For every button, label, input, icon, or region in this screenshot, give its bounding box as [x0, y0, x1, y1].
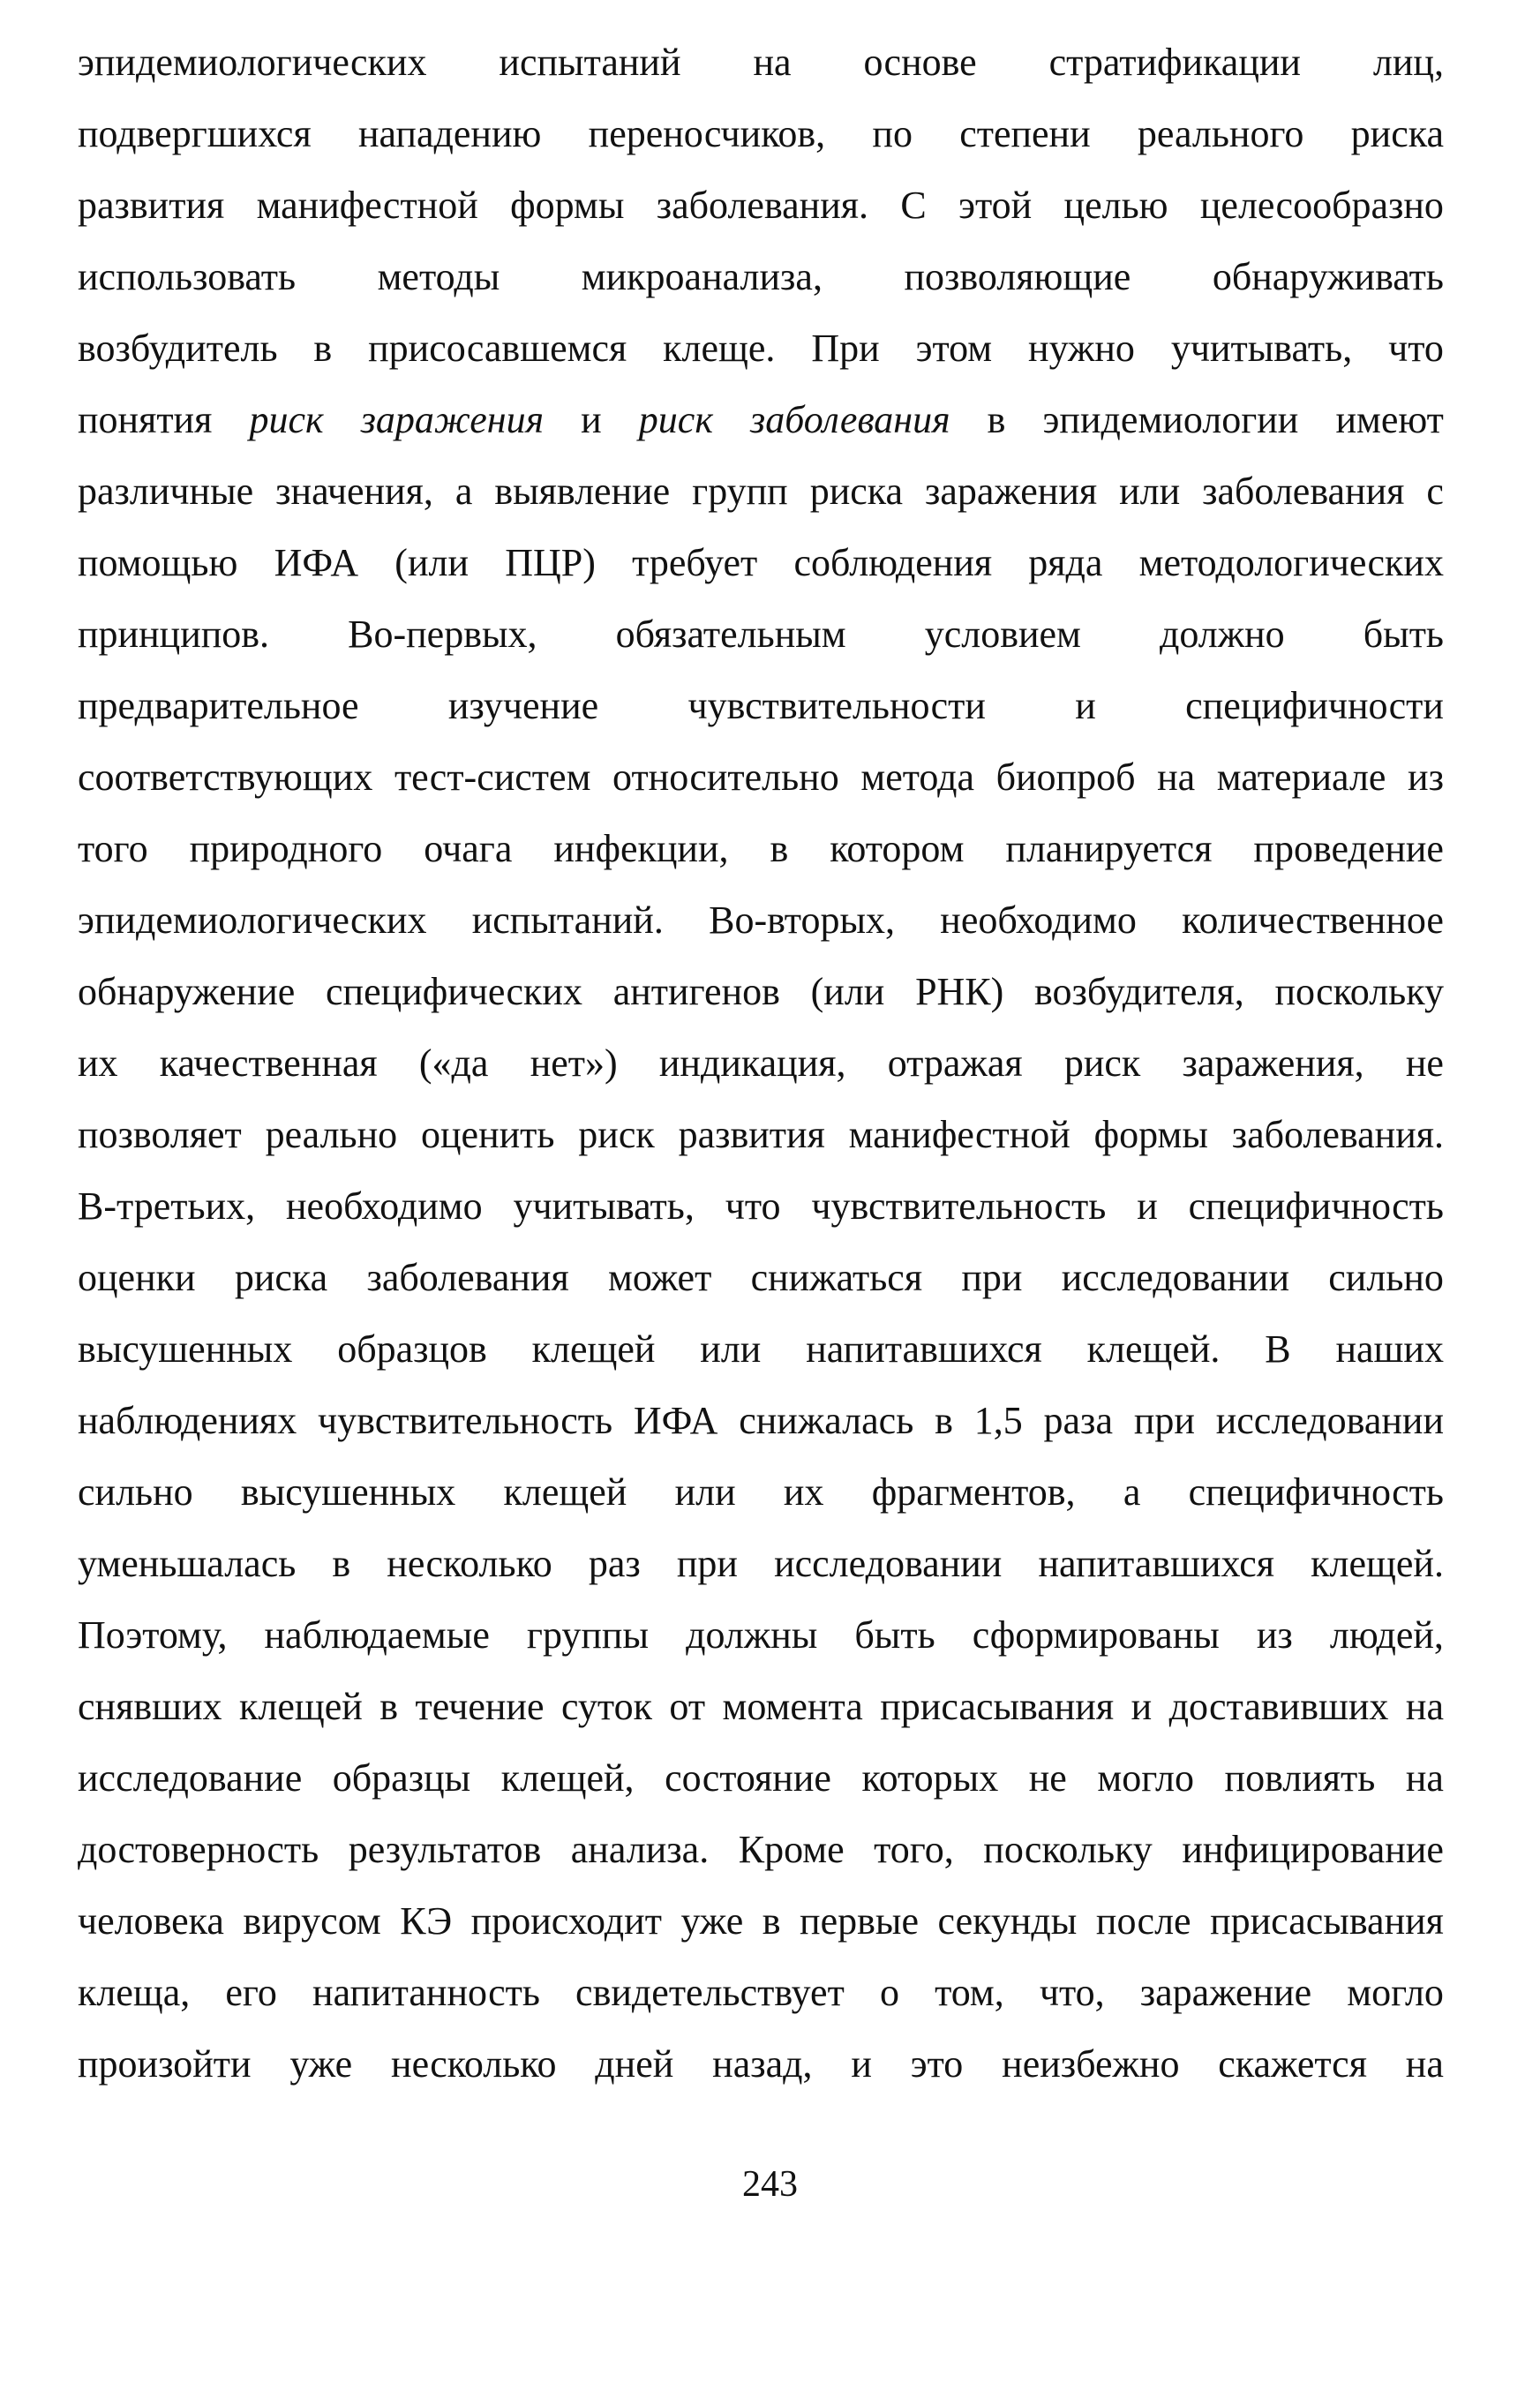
- word: дней: [595, 2042, 674, 2086]
- word: присосавшемся: [368, 327, 627, 370]
- word: на: [1405, 1685, 1444, 1728]
- word: и: [581, 398, 602, 441]
- word: относительно: [612, 755, 839, 799]
- word: в: [332, 1542, 351, 1585]
- word: изучение: [447, 684, 599, 727]
- word: риск: [638, 398, 713, 441]
- word: обнаружение: [78, 970, 296, 1013]
- word: испытаний: [499, 41, 681, 84]
- word: наших: [1335, 1327, 1444, 1371]
- word: риск: [249, 398, 324, 441]
- word: ИФА: [633, 1399, 718, 1442]
- word: метода: [860, 755, 975, 799]
- text-line: [78, 98, 1444, 169]
- word: учитывать,: [513, 1184, 695, 1228]
- word: их: [783, 1470, 824, 1514]
- word: того,: [874, 1828, 954, 1871]
- word: обязательным: [615, 613, 846, 656]
- word: обнаруживать: [1212, 255, 1444, 298]
- word: степени: [959, 112, 1091, 155]
- word: помощью: [78, 541, 238, 584]
- word: требует: [632, 541, 758, 584]
- word: на: [1405, 2042, 1444, 2086]
- word: заболевания: [750, 398, 950, 441]
- word: и: [1131, 1685, 1153, 1728]
- word: не: [1405, 1041, 1444, 1085]
- word: снявших: [78, 1685, 222, 1728]
- text-line: [78, 1742, 1444, 1814]
- word: о: [879, 1971, 899, 2014]
- word: исследовании: [1215, 1399, 1444, 1442]
- text-line: [78, 1671, 1444, 1742]
- word: целью: [1063, 184, 1168, 227]
- word: в: [935, 1399, 953, 1442]
- word: из: [1256, 1613, 1293, 1657]
- word: заражение: [1139, 1971, 1312, 2014]
- word: уже: [680, 1899, 744, 1943]
- word: и: [1075, 684, 1096, 727]
- word: материале: [1216, 755, 1386, 799]
- word: в: [770, 827, 789, 870]
- word: манифестной: [256, 184, 478, 227]
- word: ИФА: [274, 541, 359, 584]
- word: нужно: [1028, 327, 1135, 370]
- word: проведение: [1253, 827, 1444, 870]
- word: ПЦР): [505, 541, 596, 584]
- word: подвергшихся: [78, 112, 312, 155]
- word: переносчиков,: [588, 112, 826, 155]
- word: специфичность: [1188, 1470, 1444, 1514]
- word: или: [674, 1470, 736, 1514]
- word: клещей: [503, 1470, 627, 1514]
- word: которых: [861, 1756, 999, 1800]
- word: могло: [1097, 1756, 1194, 1800]
- word: после: [1095, 1899, 1191, 1943]
- word: исследовании: [1061, 1256, 1289, 1299]
- word: этой: [958, 184, 1033, 227]
- word: раз: [588, 1542, 641, 1585]
- word: вирусом: [243, 1899, 381, 1943]
- word: нападению: [357, 112, 542, 155]
- text-line: [78, 26, 1444, 98]
- word: сильно: [78, 1470, 193, 1514]
- word: в: [987, 398, 1006, 441]
- word: учитывать,: [1170, 327, 1353, 370]
- text-line: [78, 1599, 1444, 1671]
- word: чувствительности: [687, 684, 986, 727]
- word: достоверность: [78, 1828, 319, 1871]
- body-text: [78, 26, 1444, 2100]
- word: принципов.: [78, 613, 270, 656]
- word: РНК): [915, 970, 1004, 1013]
- word: клещей.: [1311, 1542, 1444, 1585]
- word: или: [1119, 470, 1181, 513]
- text-line: [78, 884, 1444, 956]
- word: риска: [1350, 112, 1444, 155]
- word: С: [900, 184, 927, 227]
- word: развития: [678, 1113, 825, 1156]
- word: клеща,: [78, 1971, 191, 2014]
- page-number: 243: [742, 2164, 798, 2205]
- word: (или: [394, 541, 469, 584]
- text-line: [78, 1885, 1444, 1957]
- word: от: [669, 1685, 706, 1728]
- word: а: [1123, 1470, 1141, 1514]
- word: образцы: [332, 1756, 471, 1800]
- word: специфичность: [1188, 1184, 1444, 1228]
- word: клещей.: [1086, 1327, 1221, 1371]
- word: микроанализа,: [581, 255, 823, 298]
- word: возбудителя,: [1034, 970, 1244, 1013]
- word: результатов: [348, 1828, 542, 1871]
- word: заражения: [925, 470, 1098, 513]
- word: фрагментов,: [871, 1470, 1076, 1514]
- text-line: [78, 1814, 1444, 1885]
- word: позволяет: [78, 1113, 242, 1156]
- word: В-третьих,: [78, 1184, 256, 1228]
- word: эпидемиологических: [78, 41, 427, 84]
- word: на: [1157, 755, 1196, 799]
- word: при: [1133, 1399, 1195, 1442]
- word: (или: [810, 970, 885, 1013]
- text-line: [78, 455, 1444, 527]
- text-line: [78, 384, 1444, 455]
- text-line: [78, 1242, 1444, 1313]
- word: риск: [1063, 1041, 1141, 1085]
- word: на: [753, 41, 792, 84]
- word: и: [851, 2042, 872, 2086]
- word: соблюдения: [793, 541, 993, 584]
- word: а: [454, 470, 473, 513]
- word: напитавшихся: [1038, 1542, 1275, 1585]
- text-line: [78, 1957, 1444, 2028]
- text-line: [78, 1099, 1444, 1170]
- word: реально: [265, 1113, 398, 1156]
- word: риска: [809, 470, 904, 513]
- word: образцов: [337, 1327, 487, 1371]
- word: клещей: [239, 1685, 363, 1728]
- word: в: [379, 1685, 399, 1728]
- text-line: [78, 956, 1444, 1027]
- word: различные: [78, 470, 254, 513]
- word: оценки: [78, 1256, 196, 1299]
- word: этом: [915, 327, 993, 370]
- word: необходимо: [940, 898, 1137, 942]
- word: чувствительность: [811, 1184, 1107, 1228]
- word: сформированы: [972, 1613, 1220, 1657]
- word: заражения,: [1182, 1041, 1364, 1085]
- text-line: [78, 1027, 1444, 1099]
- word: происходит: [470, 1899, 662, 1943]
- word: соответствующих: [78, 755, 373, 799]
- word: снижаться: [750, 1256, 923, 1299]
- word: стратификации: [1048, 41, 1301, 84]
- word: клеще.: [663, 327, 776, 370]
- word: риска: [234, 1256, 328, 1299]
- word: в: [313, 327, 333, 370]
- word: их: [78, 1041, 118, 1085]
- word: могло: [1347, 1971, 1444, 2014]
- word: лиц,: [1372, 41, 1444, 84]
- word: природного: [189, 827, 383, 870]
- word: («да: [418, 1041, 489, 1085]
- word: риск: [578, 1113, 655, 1156]
- word: том,: [935, 1971, 1004, 2014]
- word: условием: [924, 613, 1081, 656]
- word: уменьшалась: [78, 1542, 297, 1585]
- word: методологических: [1138, 541, 1444, 584]
- word: тест-систем: [394, 755, 591, 799]
- word: инфицирование: [1182, 1828, 1444, 1871]
- text-line: [78, 741, 1444, 813]
- text-line: [78, 241, 1444, 312]
- word: использовать: [78, 255, 297, 298]
- word: людей,: [1329, 1613, 1444, 1657]
- word: состояние: [665, 1756, 831, 1800]
- word: необходимо: [286, 1184, 483, 1228]
- word: индикация,: [658, 1041, 846, 1085]
- word: при: [676, 1542, 738, 1585]
- word: по: [872, 112, 913, 155]
- text-line: [78, 2028, 1444, 2100]
- word: реального: [1137, 112, 1304, 155]
- word: планируется: [1005, 827, 1213, 870]
- word: свидетельствует: [575, 1971, 845, 2014]
- word: 1,5: [973, 1399, 1023, 1442]
- word: присасывания: [1210, 1899, 1444, 1943]
- word: снижалась: [739, 1399, 914, 1442]
- word: антигенов: [612, 970, 780, 1013]
- word: заболевания: [1202, 470, 1405, 513]
- text-line: [78, 1385, 1444, 1456]
- word: быть: [1363, 613, 1444, 656]
- text-line: [78, 670, 1444, 741]
- word: оценить: [421, 1113, 555, 1156]
- word: нет»): [530, 1041, 618, 1085]
- word: высушенных: [240, 1470, 456, 1514]
- word: заболевания: [366, 1256, 569, 1299]
- word: возбудитель: [78, 327, 278, 370]
- word: с: [1426, 470, 1444, 513]
- word: высушенных: [78, 1327, 293, 1371]
- word: специфических: [326, 970, 582, 1013]
- word: должны: [686, 1613, 818, 1657]
- word: испытаний.: [471, 898, 664, 942]
- text-line: [78, 527, 1444, 598]
- text-line: [78, 813, 1444, 884]
- word: Поэтому,: [78, 1613, 228, 1657]
- word: количественное: [1182, 898, 1444, 942]
- word: или: [700, 1327, 762, 1371]
- word: заболевания.: [656, 184, 868, 227]
- word: на: [1405, 1756, 1444, 1800]
- word: формы: [1093, 1113, 1208, 1156]
- word: скажется: [1218, 2042, 1367, 2086]
- word: инфекции,: [553, 827, 729, 870]
- word: очага: [424, 827, 513, 870]
- word: значения,: [275, 470, 433, 513]
- word: доставивших: [1168, 1685, 1389, 1728]
- word: его: [225, 1971, 277, 2014]
- word: неизбежно: [1002, 2042, 1180, 2086]
- text-line: [78, 169, 1444, 241]
- word: момента: [722, 1685, 863, 1728]
- word: секунды: [937, 1899, 1078, 1943]
- word: Во-первых,: [348, 613, 537, 656]
- word: должно: [1159, 613, 1285, 656]
- word: поскольку: [1274, 970, 1444, 1013]
- word: суток: [560, 1685, 652, 1728]
- text-line: [78, 312, 1444, 384]
- word: клещей: [531, 1327, 656, 1371]
- word: уже: [289, 2042, 353, 2086]
- word: человека: [78, 1899, 224, 1943]
- word: формы: [510, 184, 625, 227]
- word: заболевания.: [1231, 1113, 1444, 1156]
- text-line: [78, 598, 1444, 670]
- word: присасывания: [880, 1685, 1115, 1728]
- word: первые: [800, 1899, 919, 1943]
- word: того: [78, 827, 148, 870]
- word: предварительное: [78, 684, 359, 727]
- word: назад,: [712, 2042, 813, 2086]
- word: напитанность: [312, 1971, 540, 2014]
- word: целесообразно: [1199, 184, 1444, 227]
- word: течение: [415, 1685, 545, 1728]
- word: из: [1408, 755, 1444, 799]
- word: исследовании: [774, 1542, 1003, 1585]
- word: анализа.: [570, 1828, 710, 1871]
- word: группы: [526, 1613, 650, 1657]
- word: В: [1265, 1327, 1291, 1371]
- word: групп: [692, 470, 788, 513]
- word: Кроме: [738, 1828, 845, 1871]
- word: раза: [1043, 1399, 1113, 1442]
- word: сильно: [1328, 1256, 1444, 1299]
- word: при: [961, 1256, 1023, 1299]
- word: выявление: [494, 470, 671, 513]
- word: КЭ: [400, 1899, 453, 1943]
- word: специфичности: [1185, 684, 1444, 727]
- word: поскольку: [983, 1828, 1153, 1871]
- word: При: [811, 327, 880, 370]
- word: развития: [78, 184, 225, 227]
- word: может: [607, 1256, 712, 1299]
- word: быть: [854, 1613, 935, 1657]
- word: имеют: [1335, 398, 1444, 441]
- word: котором: [830, 827, 965, 870]
- word: что: [725, 1184, 781, 1228]
- word: и: [1137, 1184, 1158, 1228]
- text-line: [78, 1170, 1444, 1242]
- word: что: [1388, 327, 1444, 370]
- word: основе: [863, 41, 977, 84]
- text-line: [78, 1313, 1444, 1385]
- word: это: [910, 2042, 964, 2086]
- word: эпидемиологии: [1042, 398, 1299, 441]
- word: позволяющие: [904, 255, 1131, 298]
- word: несколько: [387, 1542, 552, 1585]
- word: чувствительность: [318, 1399, 613, 1442]
- word: произойти: [78, 2042, 252, 2086]
- word: отражая: [887, 1041, 1023, 1085]
- text-line: [78, 1528, 1444, 1599]
- word: что,: [1039, 1971, 1105, 2014]
- word: методы: [377, 255, 500, 298]
- word: манифестной: [848, 1113, 1070, 1156]
- word: эпидемиологических: [78, 898, 427, 942]
- word: биопроб: [995, 755, 1136, 799]
- text-line: [78, 1456, 1444, 1528]
- word: повлиять: [1224, 1756, 1376, 1800]
- word: наблюдаемые: [264, 1613, 490, 1657]
- word: исследование: [78, 1756, 303, 1800]
- word: клещей,: [500, 1756, 635, 1800]
- word: качественная: [159, 1041, 378, 1085]
- word: не: [1028, 1756, 1067, 1800]
- word: в: [762, 1899, 781, 1943]
- word: понятия: [78, 398, 213, 441]
- word: Во-вторых,: [709, 898, 896, 942]
- word: несколько: [391, 2042, 557, 2086]
- word: наблюдениях: [78, 1399, 297, 1442]
- word: заражения: [360, 398, 545, 441]
- word: ряда: [1028, 541, 1103, 584]
- word: напитавшихся: [806, 1327, 1042, 1371]
